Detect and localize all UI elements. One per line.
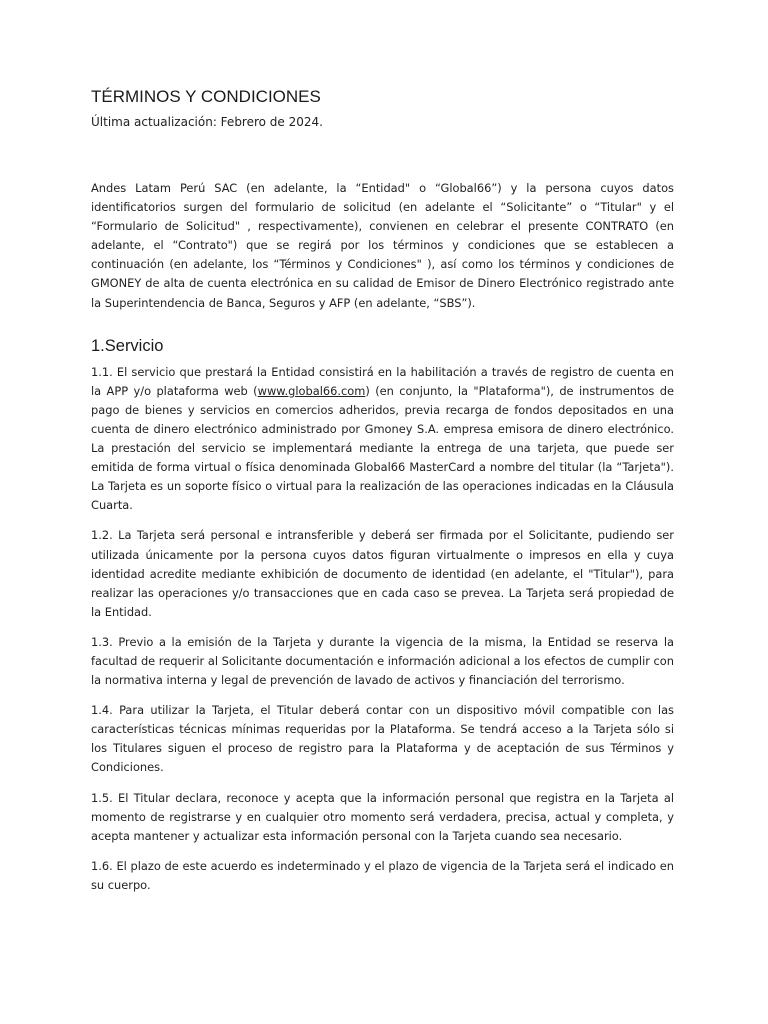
clause-1-1 bbox=[91, 363, 674, 516]
global66-website-link[interactable]: www.global66.com bbox=[257, 383, 366, 398]
clause-1-1-text-before: 1.1. El servicio que prestará la Entidad consistirá en la habilitación a través de registro de cuenta en la APP y/o plataforma web ( bbox=[91, 364, 674, 398]
section-heading-servicio: 1.Servicio bbox=[91, 336, 164, 355]
clause-1-5: 1.5. El Titular declara, reconoce y acepta que la información personal que registra en la Tarjeta al momento de registrarse y en cualquier otro momento será verdadera, precisa, actual y completa, y acepta mantener y actualizar esta información personal con la Tarjeta cuando sea necesario. bbox=[91, 790, 674, 843]
document-page bbox=[91, 86, 674, 906]
clause-1-1-text-after: ) (en conjunto, la "Plataforma"), de instrumentos de pago de bienes y servicios en comercios adheridos, previa recarga de fondos depositados en una cuenta de dinero electrónico administrado por Gmoney S.A. empresa emisora de dinero electrónico. La prestación del servicio se implementará mediante la entrega de una tarjeta, que puede ser emitida de forma virtual o física denominada Global66 MasterCard a nombre del titular (la “Tarjeta"). La Tarjeta es un soporte físico o virtual para la realización de las operaciones indicadas en la Cláusula Cuarta. bbox=[91, 383, 674, 513]
last-updated-text: Última actualización: Febrero de 2024. bbox=[91, 115, 323, 129]
document-title: TÉRMINOS Y CONDICIONES bbox=[91, 87, 321, 106]
intro-paragraph: Andes Latam Perú SAC (en adelante, la “Entidad" o “Global66”) y la persona cuyos datos identificatorios surgen del formulario de solicitud (en adelante el “Solicitante” o “Titular" y el “Formulario de Solicitud" , respectivamente), convienen en celebrar el presente CONTRATO (en adelante, el “Contrato") que se regirá por los términos y condiciones que se establecen a continuación (en adelante, los “Términos y Condiciones" ), así como los términos y condiciones de GMONEY de alta de cuenta electrónica en su calidad de Emisor de Dinero Electrónico registrado ante la Superintendencia de Banca, Seguros y AFP (en adelante, “SBS”). bbox=[91, 181, 674, 310]
clause-1-4: 1.4. Para utilizar la Tarjeta, el Titular deberá contar con un dispositivo móvil compatible con las características técnicas mínimas requeridas por la Plataforma. Se tendrá acceso a la Tarjeta sólo si los Titulares siguen el proceso de registro para la Plataforma y de aceptación de sus Términos y Condiciones. bbox=[91, 703, 674, 775]
clause-1-6: 1.6. El plazo de este acuerdo es indeterminado y el plazo de vigencia de la Tarjeta será el indicado en su cuerpo. bbox=[91, 858, 674, 892]
clause-1-3: 1.3. Previo a la emisión de la Tarjeta y durante la vigencia de la misma, la Entidad se reserva la facultad de requerir al Solicitante documentación e información adicional a los efectos de cumplir con la normativa interna y legal de prevención de lavado de activos y financiación del terrorismo. bbox=[91, 634, 674, 688]
clause-1-2: 1.2. La Tarjeta será personal e intransferible y deberá ser firmada por el Solicitante, pudiendo ser utilizada únicamente por la persona cuyos datos figuran virtualmente o impresos en ella y cuya identidad acredite mediante exhibición de documento de identidad (en adelante, el "Titular"), para realizar las operaciones y/o transacciones que en cada caso se prevea. La Tarjeta será propiedad de la Entidad. bbox=[91, 528, 674, 619]
